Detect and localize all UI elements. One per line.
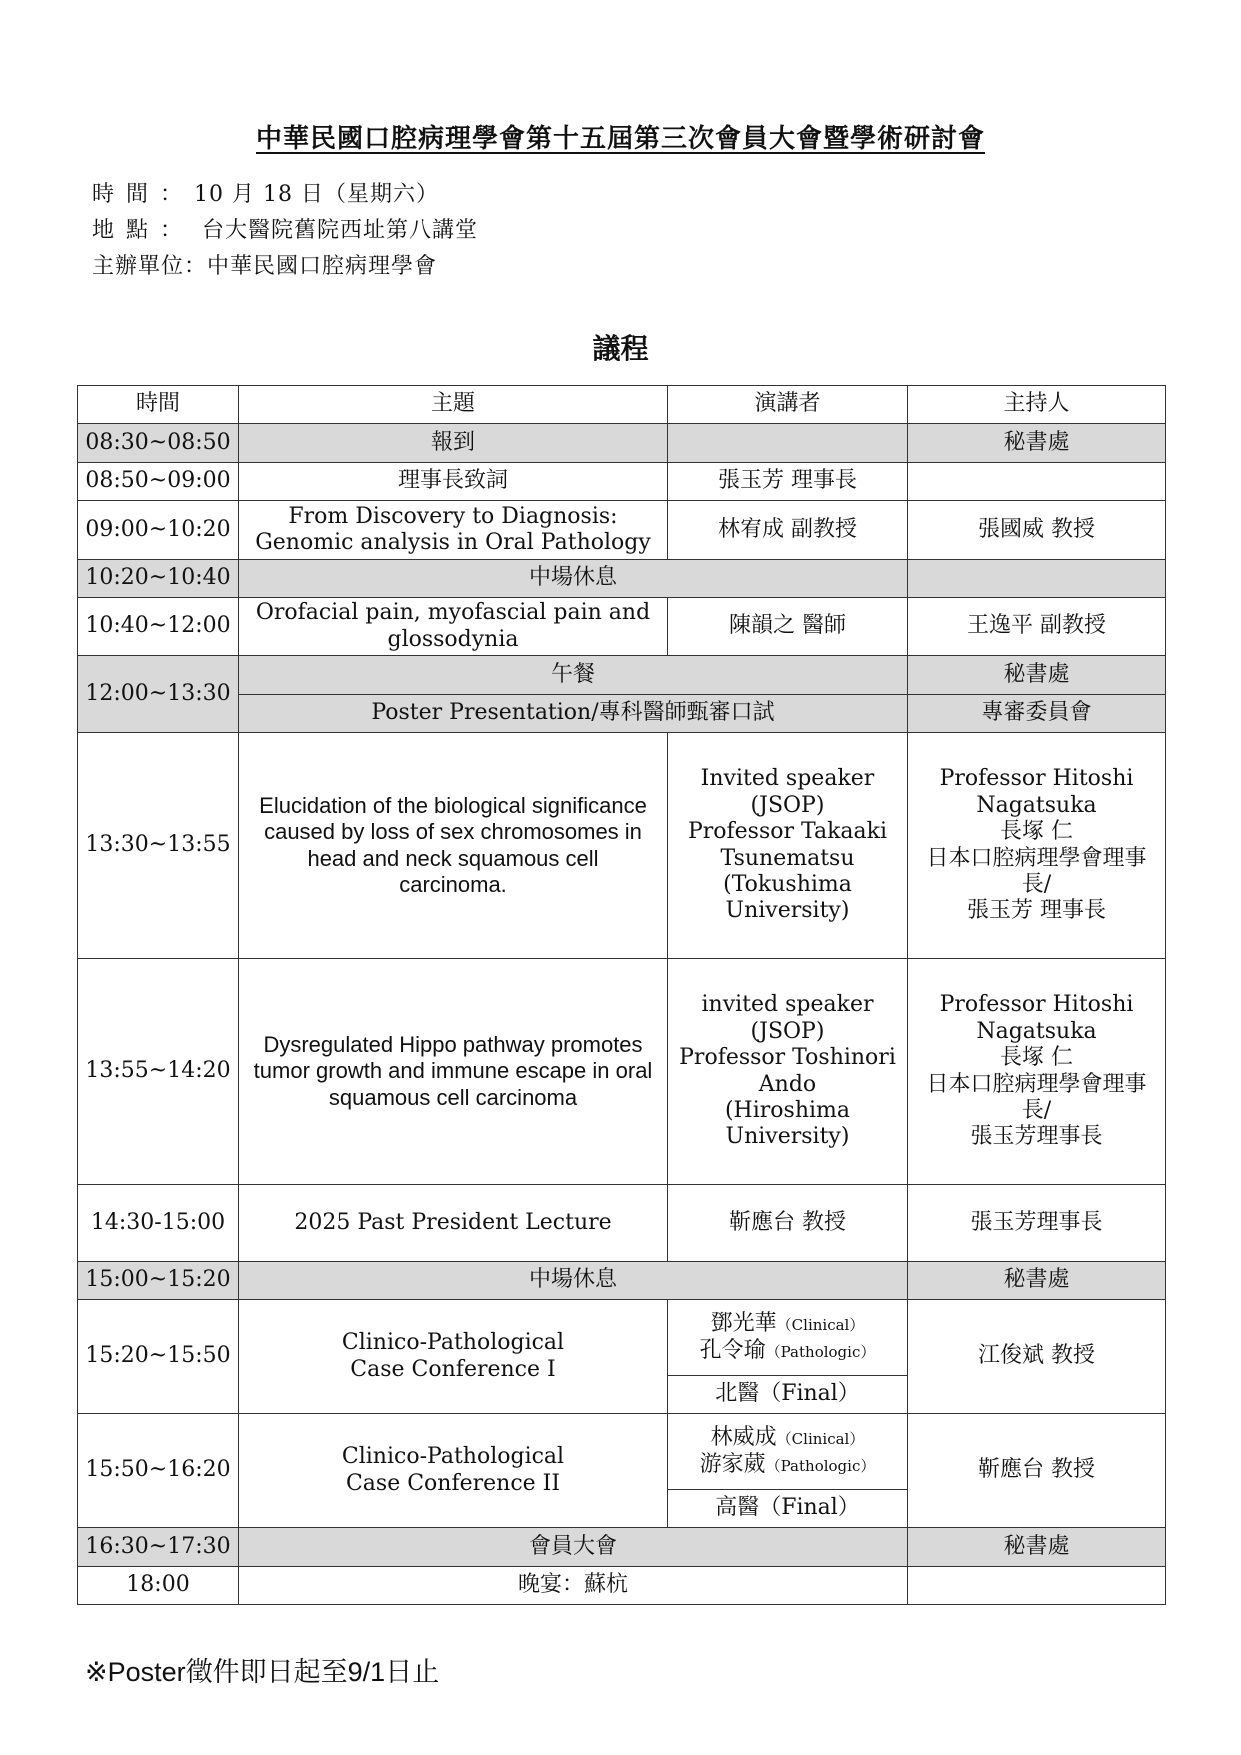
table-row xyxy=(78,695,1166,733)
row-topic: 中場休息 xyxy=(239,1262,908,1300)
speaker-role: （Pathologic） xyxy=(765,1342,876,1361)
row-time: 08:50~09:00 xyxy=(78,463,239,501)
time-value: 10 月 18 日（星期六） xyxy=(194,182,439,207)
table-row xyxy=(78,560,1166,598)
row-speaker: 張玉芳 理事長 xyxy=(668,463,908,501)
row-speaker xyxy=(668,733,908,959)
speaker-line xyxy=(674,1425,901,1451)
row-host: 江俊斌 教授 xyxy=(908,1300,1166,1414)
row-speaker: 陳韻之 醫師 xyxy=(668,598,908,656)
row-time: 09:00~10:20 xyxy=(78,501,239,560)
row-host: 秘書處 xyxy=(908,424,1166,463)
table-row xyxy=(78,1185,1166,1262)
host-value: 中華民國口腔病理學會 xyxy=(207,254,438,279)
topic-line: Case Conference II xyxy=(345,1470,561,1496)
speaker-line: invited speaker (JSOP) xyxy=(701,992,874,1044)
row-time: 13:30~13:55 xyxy=(78,733,239,959)
table-row xyxy=(78,1262,1166,1300)
row-host: 秘書處 xyxy=(908,656,1166,695)
host-line: 張玉芳理事長 xyxy=(970,1124,1103,1150)
speaker-name: 游家葳 xyxy=(699,1451,766,1477)
speaker-line: Professor Takaaki Tsunematsu xyxy=(687,819,888,871)
row-host: 張玉芳理事長 xyxy=(908,1185,1166,1262)
table-row xyxy=(78,1300,1166,1376)
row-time: 15:00~15:20 xyxy=(78,1262,239,1300)
info-place xyxy=(92,213,478,244)
speaker-line xyxy=(674,1452,901,1478)
row-time: 14:30-15:00 xyxy=(78,1185,239,1262)
speaker-line xyxy=(674,1338,901,1364)
row-speaker: 靳應台 教授 xyxy=(668,1185,908,1262)
place-label: 地點： xyxy=(92,218,195,243)
row-topic: 晚宴：蘇杭 xyxy=(239,1567,908,1605)
row-topic: Poster Presentation/專科醫師甄審口試 xyxy=(239,695,908,733)
row-time: 08:30~08:50 xyxy=(78,424,239,463)
row-speaker: 林宥成 副教授 xyxy=(668,501,908,560)
info-host xyxy=(92,249,437,280)
row-topic: 報到 xyxy=(239,424,668,463)
table-row xyxy=(78,1528,1166,1567)
topic-line: Case Conference I xyxy=(350,1356,556,1382)
info-time xyxy=(92,177,439,208)
host-line: 張玉芳 理事長 xyxy=(967,898,1106,924)
agenda-heading: 議程 xyxy=(592,332,649,365)
row-host xyxy=(908,733,1166,959)
row-topic: Dysregulated Hippo pathway promotes tumor growth and immune escape in oral squamous cell carcinoma xyxy=(239,959,668,1185)
row-topic: 中場休息 xyxy=(239,560,908,598)
table-row xyxy=(78,463,1166,501)
speaker-line: (Tokushima University) xyxy=(723,871,852,924)
host-line: 日本口腔病理學會理事長/ xyxy=(926,845,1147,897)
row-host: 秘書處 xyxy=(908,1528,1166,1567)
speaker-role: （Clinical） xyxy=(776,1316,865,1335)
title-text: 中華民國口腔病理學會第十五屆第三次會員大會暨學術研討會 xyxy=(255,124,985,154)
document-title xyxy=(0,118,1241,155)
header-speaker: 演講者 xyxy=(668,386,908,424)
row-host: 張國威 教授 xyxy=(908,501,1166,560)
header-time: 時間 xyxy=(78,386,239,424)
row-time: 13:55~14:20 xyxy=(78,959,239,1185)
speaker-line: Professor Toshinori Ando xyxy=(679,1045,896,1097)
row-topic: Orofacial pain, myofascial pain and glossodynia xyxy=(239,598,668,656)
row-topic: 理事長致詞 xyxy=(239,463,668,501)
header-topic: 主題 xyxy=(239,386,668,424)
row-time: 12:00~13:30 xyxy=(78,656,239,733)
topic-line: Clinico-Pathological xyxy=(341,1444,565,1470)
header-row xyxy=(78,386,1166,424)
table-row xyxy=(78,656,1166,695)
speaker-line xyxy=(674,1311,901,1337)
table-row xyxy=(78,733,1166,959)
row-topic xyxy=(239,1300,668,1414)
row-host: 王逸平 副教授 xyxy=(908,598,1166,656)
row-host: 秘書處 xyxy=(908,1262,1166,1300)
host-line: 長塚 仁 xyxy=(1000,819,1073,845)
row-speaker: 高醫（Final） xyxy=(668,1490,908,1528)
row-speaker xyxy=(668,1300,908,1376)
row-host: 專審委員會 xyxy=(908,695,1166,733)
agenda-table xyxy=(77,385,1166,1605)
row-speaker xyxy=(668,959,908,1185)
row-host xyxy=(908,1567,1166,1605)
speaker-role: （Clinical） xyxy=(776,1430,865,1449)
speaker-name: 林威成 xyxy=(710,1425,777,1451)
host-line: 日本口腔病理學會理事長/ xyxy=(926,1071,1147,1123)
speaker-line: Invited speaker (JSOP) xyxy=(700,766,875,818)
row-time: 15:20~15:50 xyxy=(78,1300,239,1414)
speaker-line: (Hiroshima University) xyxy=(724,1097,851,1150)
table-row xyxy=(78,1414,1166,1490)
row-speaker xyxy=(668,424,908,463)
host-line: 長塚 仁 xyxy=(1000,1045,1073,1071)
table-row xyxy=(78,959,1166,1185)
time-label: 時間： xyxy=(92,182,195,207)
row-time: 15:50~16:20 xyxy=(78,1414,239,1528)
row-topic: From Discovery to Diagnosis: Genomic analysis in Oral Pathology xyxy=(239,501,668,560)
row-speaker xyxy=(668,1414,908,1490)
row-host xyxy=(908,463,1166,501)
row-time: 18:00 xyxy=(78,1567,239,1605)
row-topic: 午餐 xyxy=(239,656,908,695)
row-host xyxy=(908,959,1166,1185)
row-topic: Elucidation of the biological significance caused by loss of sex chromosomes in head and neck squamous cell carcinoma. xyxy=(239,733,668,959)
speaker-role: （Pathologic） xyxy=(765,1456,876,1475)
row-speaker: 北醫（Final） xyxy=(668,1376,908,1414)
host-line: Professor Hitoshi Nagatsuka xyxy=(939,992,1134,1044)
table-row xyxy=(78,424,1166,463)
speaker-name: 鄧光華 xyxy=(710,1311,777,1337)
host-label: 主辦單位： xyxy=(92,254,208,279)
row-time: 10:40~12:00 xyxy=(78,598,239,656)
row-host xyxy=(908,560,1166,598)
table-row xyxy=(78,598,1166,656)
topic-line: Clinico-Pathological xyxy=(341,1330,565,1356)
host-line: Professor Hitoshi Nagatsuka xyxy=(939,766,1134,818)
row-topic: 會員大會 xyxy=(239,1528,908,1567)
footnote: ※Poster徵件即日起至9/1日止 xyxy=(85,1657,440,1687)
header-host: 主持人 xyxy=(908,386,1166,424)
speaker-name: 孔令瑜 xyxy=(699,1337,766,1363)
table-row xyxy=(78,501,1166,560)
row-topic: 2025 Past President Lecture xyxy=(239,1185,668,1262)
row-time: 10:20~10:40 xyxy=(78,560,239,598)
row-time: 16:30~17:30 xyxy=(78,1528,239,1567)
place-value: 台大醫院舊院西址第八講堂 xyxy=(194,218,479,243)
row-topic xyxy=(239,1414,668,1528)
row-host: 靳應台 教授 xyxy=(908,1414,1166,1528)
table-row xyxy=(78,1567,1166,1605)
